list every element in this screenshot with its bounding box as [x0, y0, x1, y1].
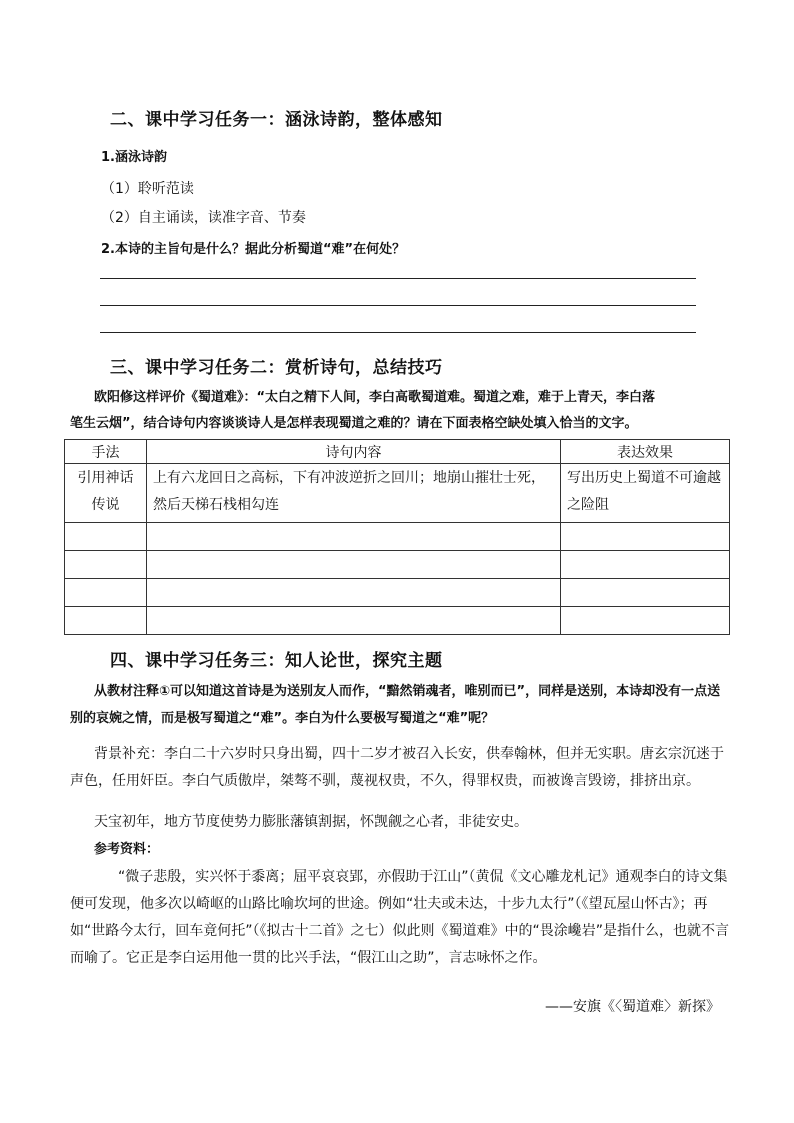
background-label: 背景补充： [94, 746, 164, 762]
background-paragraph [70, 741, 730, 795]
table-row [65, 464, 730, 523]
table-row-empty[interactable] [65, 607, 730, 635]
table-row-empty[interactable] [65, 551, 730, 579]
header-content: 诗句内容 [147, 440, 561, 464]
empty-cell[interactable] [147, 607, 561, 635]
empty-cell[interactable] [147, 551, 561, 579]
reference-text: “微子悲殷，实兴怀于黍离；屈平哀哀郢，亦假助于江山”（黄侃《文心雕龙札记》通观李白的诗文集便可发现，他多次以崎岖的山路比喻坎坷的世途。例如“壮夫或未达，十步九太行”（《望瓦屋山怀古》；再如“世路今太行，回车竟何托”（《拟古十二首》之七）似此则《蜀道难》中的“畏涂巉岩”是指什么，也就不言而喻了。它正是李白运用他一贯的比兴手法，“假江山之助”，言志咏怀之作。 [70, 869, 730, 966]
empty-cell[interactable] [65, 551, 147, 579]
header-effect: 表达效果 [561, 440, 730, 464]
sub-item-1: （1）聆听范读 [101, 181, 194, 197]
item1-label: 1.涵泳诗韵 [101, 150, 167, 165]
section3-heading: 三、课中学习任务二：赏析诗句，总结技巧 [110, 358, 443, 378]
table-row-empty[interactable] [65, 579, 730, 607]
answer-line-1[interactable] [100, 278, 696, 279]
empty-cell[interactable] [561, 607, 730, 635]
analysis-table [64, 439, 730, 635]
background-paragraph-2: 天宝初年，地方节度使势力膨胀藩镇割据，怀觊觎之心者，非徒安史。 [94, 814, 528, 830]
empty-cell[interactable] [65, 579, 147, 607]
empty-cell[interactable] [65, 523, 147, 551]
answer-line-3[interactable] [100, 332, 696, 333]
table-header-row [65, 440, 730, 464]
section2-heading: 二、课中学习任务一：涵泳诗韵，整体感知 [110, 110, 443, 130]
empty-cell[interactable] [147, 523, 561, 551]
citation: ——安旗《〈蜀道难〉新探》 [545, 999, 720, 1015]
empty-cell[interactable] [561, 551, 730, 579]
empty-cell[interactable] [65, 607, 147, 635]
background-text: 李白二十六岁时只身出蜀，四十二岁才被召入长安，供奉翰林，但并无实职。唐玄宗沉迷于声色，任用奸臣。李白气质傲岸，桀骜不驯，蔑视权贵，不久，得罪权贵，而被谗言毁谤，排挤出京。 [70, 746, 724, 789]
section4-question: 从教材注释①可以知道这首诗是为送别友人而作，“黯然销魂者，唯别而已”，同样是送别，本诗却没有一点送别的哀婉之情，而是极写蜀道之“难”。李白为什么要极写蜀道之“难”呢？ [70, 684, 721, 726]
empty-cell[interactable] [147, 579, 561, 607]
sub-item-2: （2）自主诵读，读准字音、节奏 [101, 210, 306, 226]
section3-intro-line1: 欧阳修这样评价《蜀道难》：“太白之精下人间，李白高歌蜀道难。蜀道之难，难于上青天，李白落 [94, 390, 656, 405]
item2-question: 2.本诗的主旨句是什么？据此分析蜀道“难”在何处？ [101, 242, 406, 257]
table-row-empty[interactable] [65, 523, 730, 551]
reference-label: 参考资料： [94, 842, 160, 857]
header-technique: 手法 [65, 440, 147, 464]
section4-heading: 四、课中学习任务三：知人论世，探究主题 [110, 651, 443, 671]
cell-content: 上有六龙回日之高标，下有冲波逆折之回川；地崩山摧壮士死，然后天梯石栈相勾连 [147, 464, 561, 523]
cell-technique: 引用神话传说 [65, 464, 147, 523]
section3-intro-line2: 笔生云烟”，结合诗句内容谈谈诗人是怎样表现蜀道之难的？请在下面表格空缺处填入恰当的文字。 [70, 416, 638, 431]
cell-effect: 写出历史上蜀道不可逾越之险阻 [561, 464, 730, 523]
answer-line-2[interactable] [100, 305, 696, 306]
empty-cell[interactable] [561, 579, 730, 607]
empty-cell[interactable] [561, 523, 730, 551]
